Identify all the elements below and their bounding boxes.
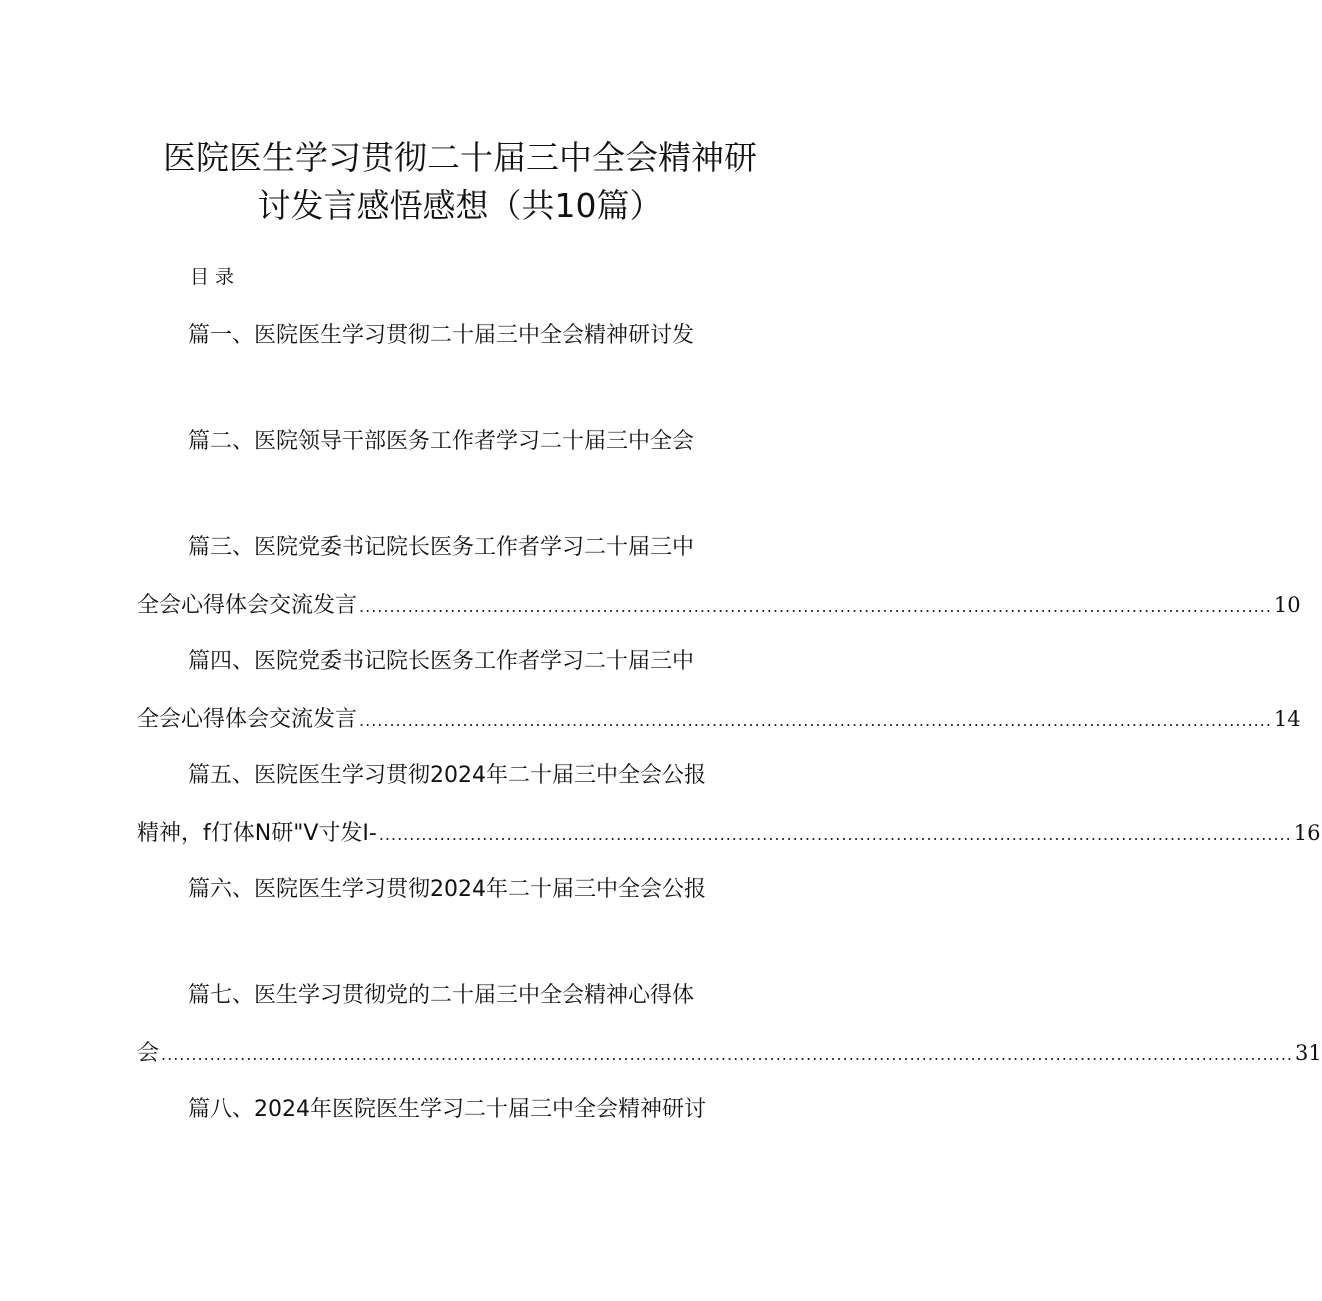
toc-entry-6[interactable]: 篇六、医院医生学习贯彻2024年二十届三中全会公报 [188,877,706,902]
toc-entry-text: 精神，f仃体N研"V寸发I- [137,821,377,846]
leader-dots: ...................................................................................................................................................... [359,597,1272,616]
toc-entry-5-continuation[interactable] [137,816,1321,847]
toc-entry-1[interactable]: 篇一、医院医生学习贯彻二十届三中全会精神研讨发 [188,323,695,348]
toc-entry-5[interactable]: 篇五、医院医生学习贯彻2024年二十届三中全会公报 [188,763,706,788]
page-number: 31 [1295,1041,1322,1065]
document-title-line-2: 讨发言感悟感想（共10篇） [257,186,663,225]
toc-entry-2[interactable]: 篇二、医院领导干部医务工作者学习二十届三中全会 [188,429,695,454]
toc-entry-3[interactable]: 篇三、医院党委书记院长医务工作者学习二十届三中 [188,535,695,560]
page-number: 10 [1273,593,1301,617]
toc-entry-text: 全会心得体会交流发言 [137,593,358,618]
toc-entry-3-continuation[interactable] [137,588,1301,619]
toc-entry-text: 全会心得体会交流发言 [137,707,358,732]
toc-entry-4[interactable]: 篇四、医院党委书记院长医务工作者学习二十届三中 [188,649,695,674]
toc-entry-4-continuation[interactable] [137,702,1301,733]
page-number: 16 [1293,821,1321,845]
document-title-line-1: 医院医生学习贯彻二十届三中全会精神研 [163,138,757,177]
toc-entry-text: 会 [137,1041,160,1066]
leader-dots: ...................................................................................................................................................... [378,825,1292,844]
page-number: 14 [1273,707,1301,731]
toc-entry-7[interactable]: 篇七、医生学习贯彻党的二十届三中全会精神心得体 [188,983,695,1008]
leader-dots: ...................................................................................................................................................... [359,711,1272,730]
toc-heading: 目录 [190,266,241,288]
leader-dots: .......................................................................................................................................................................................... [161,1045,1293,1064]
toc-entry-8[interactable]: 篇八、2024年医院医生学习二十届三中全会精神研讨 [188,1097,706,1122]
toc-entry-7-continuation[interactable] [137,1036,1322,1067]
